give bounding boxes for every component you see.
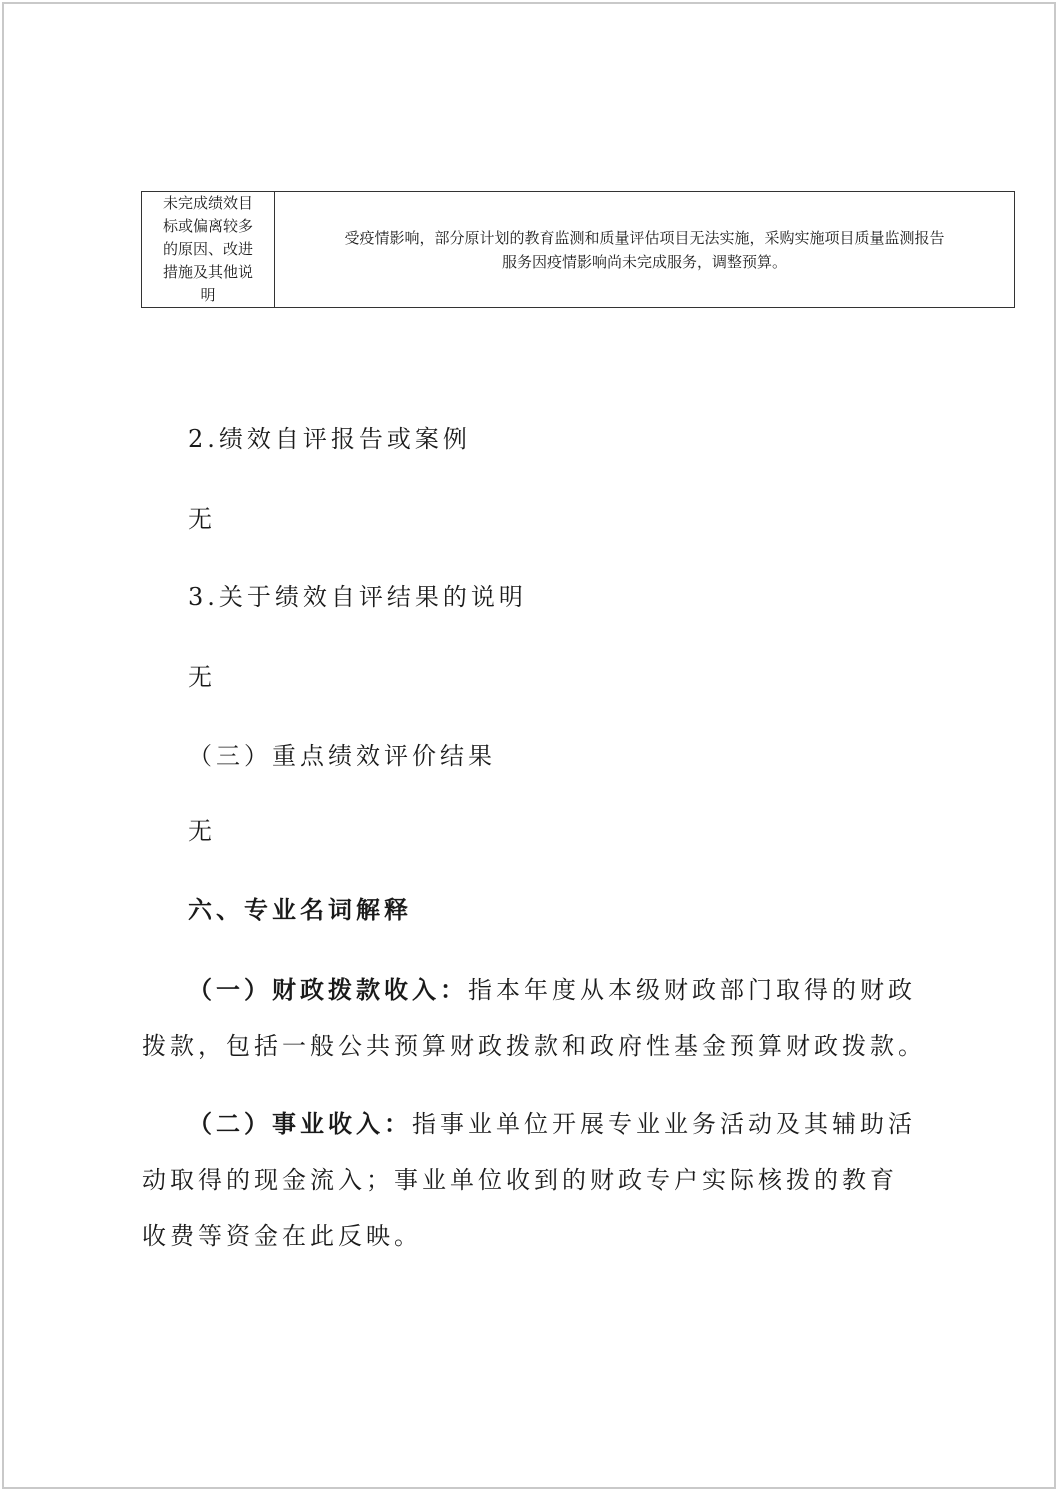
section-body: 无 xyxy=(188,817,216,845)
table-content-cell xyxy=(275,192,1015,308)
section-title-glossary: 六、专业名词解释 xyxy=(188,895,412,924)
table-row xyxy=(142,192,1015,308)
term-text-line: 拨款，包括一般公共预算财政拨款和政府性基金预算财政拨款。 xyxy=(142,1032,926,1060)
evaluation-table xyxy=(141,191,1015,308)
label-line: 的原因、改进 xyxy=(162,240,253,258)
term-label: （二）事业收入： xyxy=(188,1109,412,1138)
label-line: 措施及其他说 xyxy=(162,263,253,281)
term-text: 指本年度从本级财政部门取得的财政 xyxy=(468,976,916,1004)
content-line: 受疫情影响，部分原计划的教育监测和质量评估项目无法实施，采购实施项目质量监测报告 xyxy=(344,228,945,247)
term-text-line: 收费等资金在此反映。 xyxy=(142,1222,422,1250)
term-text-line: 动取得的现金流入；事业单位收到的财政专户实际核拨的教育 xyxy=(142,1166,898,1194)
term-label: （一）财政拨款收入： xyxy=(188,975,468,1004)
label-line: 标或偏离较多 xyxy=(162,217,253,235)
section-body: 无 xyxy=(188,663,216,691)
term-business-income xyxy=(188,1109,916,1139)
table-label-cell xyxy=(142,192,275,308)
section-title-self-eval-report: 2.绩效自评报告或案例 xyxy=(188,425,471,453)
term-text: 指事业单位开展专业业务活动及其辅助活 xyxy=(412,1110,916,1138)
label-line: 未完成绩效目 xyxy=(162,194,253,212)
content-line: 服务因疫情影响尚未完成服务，调整预算。 xyxy=(501,252,787,271)
section-body: 无 xyxy=(188,505,216,533)
section-title-self-eval-result: 3.关于绩效自评结果的说明 xyxy=(188,583,527,611)
label-line: 明 xyxy=(200,286,216,304)
term-fiscal-appropriation xyxy=(188,975,916,1005)
section-title-key-eval-result: （三）重点绩效评价结果 xyxy=(188,742,496,770)
